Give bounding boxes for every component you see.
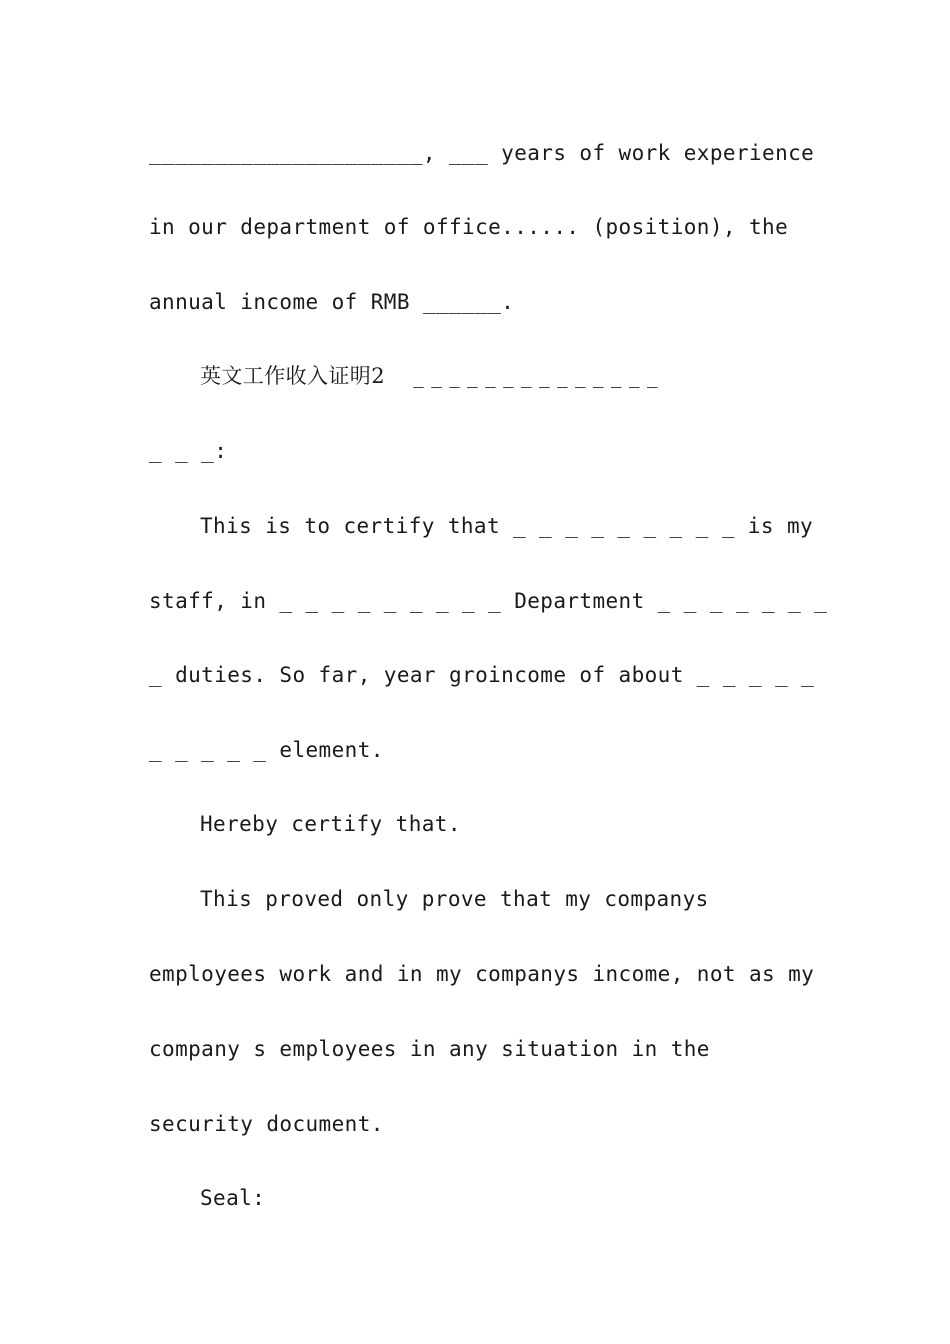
text-line-5: _ _ _: xyxy=(149,439,228,463)
text-line-14: security document. xyxy=(149,1112,384,1136)
text-line-2: in our department of office...... (position), the xyxy=(149,215,789,239)
text-line-8: _ duties. So far, year groincome of about _ _ _ _ _ xyxy=(149,663,815,687)
text-line-1: _____________________, ___ years of work experience xyxy=(149,141,815,165)
text-line-13: company s employees in any situation in the xyxy=(149,1037,710,1061)
text-line-7: staff, in _ _ _ _ _ _ _ _ _ Department _ _ _ _ _ _ _ xyxy=(149,589,828,613)
text-line-12: employees work and in my companys income, not as my xyxy=(149,962,815,986)
text-line-10: Hereby certify that. xyxy=(200,812,461,836)
text-line-11: This proved only prove that my companys xyxy=(200,887,709,911)
text-line-3: annual income of RMB ______. xyxy=(149,290,515,314)
text-line-6: This is to certify that _ _ _ _ _ _ _ _ _ is my xyxy=(200,514,814,538)
section-heading: 英文工作收入证明2 _ _ _ _ _ _ _ _ _ _ _ _ _ _ xyxy=(200,364,658,388)
text-line-9: _ _ _ _ _ element. xyxy=(149,738,384,762)
seal-label: Seal: xyxy=(200,1186,266,1210)
